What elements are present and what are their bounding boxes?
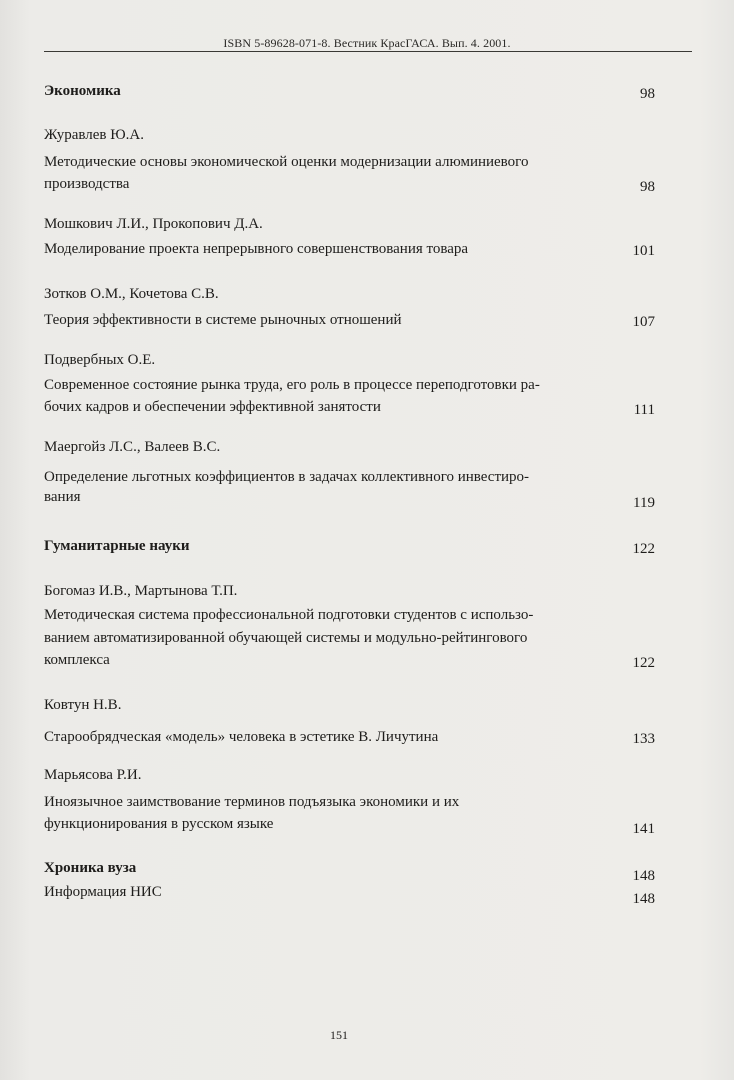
- entry-title-line: ванием автоматизированной обучающей системы и модульно-рейтингового: [44, 630, 528, 646]
- entry-title-line: Определение льготных коэффициентов в задачах коллективного инвестиро-: [44, 469, 530, 485]
- entry-title-line: Современное состояние рынка труда, его роль в процессе переподготовки ра-: [44, 377, 540, 393]
- entry-page: 141: [632, 821, 655, 837]
- entry-title-line: Моделирование проекта непрерывного совершенствования товара: [44, 241, 469, 257]
- entry-title-line: Методические основы экономической оценки модернизации алюминиевого: [44, 154, 529, 170]
- section-title-economics: Экономика: [44, 83, 121, 99]
- section-title-humanities: Гуманитарные науки: [44, 538, 190, 554]
- page-number: 151: [330, 1028, 348, 1042]
- section-page-economics: 98: [640, 86, 655, 102]
- section-page-humanities: 122: [632, 541, 655, 557]
- section-page-chronicle: 148: [632, 868, 655, 884]
- entry-title-line: вания: [44, 489, 81, 505]
- entry-authors: Зотков О.М., Кочетова С.В.: [44, 286, 219, 302]
- entry-title-line: Старообрядческая «модель» человека в эстетике В. Личутина: [44, 729, 439, 745]
- entry-authors: Ковтун Н.В.: [44, 697, 122, 713]
- entry-title-line: бочих кадров и обеспечении эффективной занятости: [44, 399, 381, 415]
- entry-title-line: Иноязычное заимствование терминов подъязыка экономики и их: [44, 794, 460, 810]
- entry-title-line: Теория эффективности в системе рыночных отношений: [44, 312, 402, 328]
- entry-title-line: функционирования в русском языке: [44, 816, 274, 832]
- entry-title-line: комплекса: [44, 652, 110, 668]
- entry-authors: Маергойз Л.С., Валеев В.С.: [44, 439, 221, 455]
- entry-authors: Журавлев Ю.А.: [44, 127, 144, 143]
- section-title-chronicle: Хроника вуза: [44, 860, 137, 876]
- entry-page: 122: [632, 655, 655, 671]
- entry-page: 111: [633, 402, 655, 418]
- entry-page: 101: [632, 243, 655, 259]
- entry-page: 119: [633, 495, 655, 511]
- entry-authors: Подвербных О.Е.: [44, 352, 156, 368]
- entry-page: 107: [632, 314, 655, 330]
- entry-page: 98: [640, 179, 655, 195]
- header-rule: [44, 51, 692, 52]
- entry-title-line: Методическая система профессиональной подготовки студентов с использо-: [44, 607, 534, 623]
- entry-title-line: производства: [44, 176, 130, 192]
- entry-authors: Мошкович Л.И., Прокопович Д.А.: [44, 216, 263, 232]
- entry-authors: Марьясова Р.И.: [44, 767, 142, 783]
- running-header: ISBN 5-89628-071-8. Вестник КрасГАСА. Вып. 4. 2001.: [223, 36, 511, 50]
- entry-authors: Богомаз И.В., Мартынова Т.П.: [44, 583, 238, 599]
- entry-page: 133: [632, 731, 655, 747]
- chronicle-item-title: Информация НИС: [44, 884, 162, 900]
- chronicle-item-page: 148: [632, 891, 655, 907]
